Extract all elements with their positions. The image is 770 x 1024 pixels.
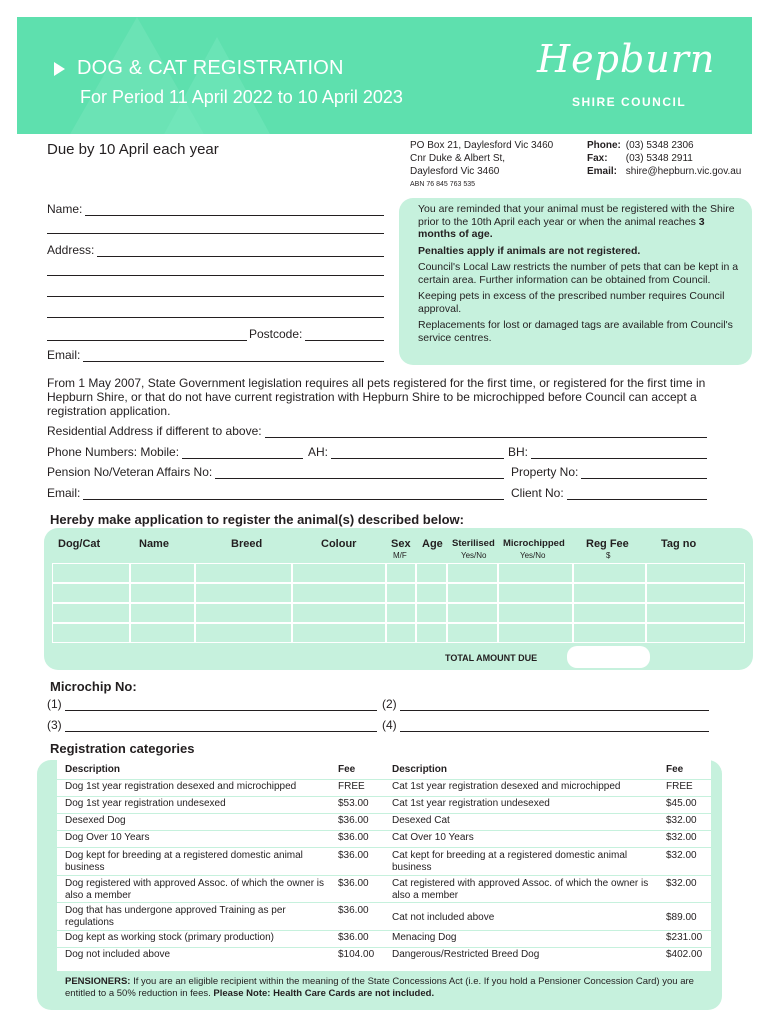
col-tag: Tag no — [661, 538, 697, 550]
form-title — [54, 57, 344, 80]
microchip-3-line[interactable] — [65, 720, 377, 732]
penalties-text — [418, 245, 740, 258]
address-field[interactable] — [47, 243, 384, 257]
animal-cell[interactable] — [195, 623, 292, 643]
name-label: Name: — [47, 202, 83, 216]
row-divider — [57, 830, 711, 831]
reminder-text — [418, 203, 740, 241]
total-amount-label: TOTAL AMOUNT DUE — [445, 653, 538, 663]
total-amount-input[interactable] — [567, 646, 650, 668]
dog-category-fee: $53.00 — [338, 798, 369, 809]
client-line[interactable] — [567, 488, 707, 500]
cat-category-fee: $32.00 — [666, 815, 697, 826]
play-arrow-icon — [54, 62, 65, 76]
animal-cell[interactable] — [573, 583, 646, 603]
residential-line[interactable] — [265, 426, 707, 438]
reminder-age: 3 months of age. — [418, 215, 705, 240]
email-2-label: Email: — [47, 486, 81, 500]
row-divider — [57, 813, 711, 814]
animal-cell[interactable] — [447, 583, 498, 603]
row-divider — [57, 947, 711, 948]
address-line: PO Box 21, Daylesford Vic 3460 — [410, 140, 554, 151]
microchip-4-field[interactable] — [382, 718, 709, 732]
mobile-field[interactable] — [47, 445, 303, 459]
ah-label: AH: — [308, 445, 329, 459]
pensioner-label: PENSIONERS: — [65, 976, 131, 987]
row-divider — [57, 930, 711, 931]
email-line[interactable] — [83, 350, 384, 362]
cat-category-fee: $32.00 — [666, 878, 697, 889]
residential-address-field[interactable] — [47, 424, 707, 438]
animal-cell[interactable] — [130, 603, 195, 623]
cat-category-desc: Cat kept for breeding at a registered domestic animal business — [392, 850, 628, 873]
dog-category-fee: $36.00 — [338, 850, 369, 861]
col-name: Name — [139, 538, 169, 550]
abn-number: ABN 76 845 763 535 — [410, 181, 475, 188]
address-line: Cnr Duke & Albert St, — [410, 153, 506, 164]
ah-line[interactable] — [331, 447, 504, 459]
cat-category-fee: FREE — [666, 781, 693, 792]
contact-label: Email: — [587, 166, 618, 177]
animal-cell[interactable] — [292, 623, 386, 643]
col-age: Age — [422, 538, 443, 550]
microchip-2-label: (2) — [382, 697, 397, 711]
microchip-2-field[interactable] — [382, 697, 709, 711]
animal-cell[interactable] — [416, 603, 447, 623]
name-line[interactable] — [85, 204, 384, 216]
council-address — [410, 139, 553, 191]
animal-cell[interactable] — [646, 623, 745, 643]
pension-field[interactable] — [47, 465, 504, 479]
cat-category-desc: Cat Over 10 Years — [392, 832, 474, 843]
animal-cell[interactable] — [52, 623, 130, 643]
postcode-field[interactable] — [47, 327, 384, 341]
contact-value: shire@hepburn.vic.gov.au — [625, 166, 742, 177]
contact-value: (03) 5348 2306 — [625, 140, 694, 151]
animal-cell[interactable] — [646, 563, 745, 583]
email-2-line[interactable] — [83, 488, 504, 500]
dog-category-desc: Dog 1st year registration desexed and microchipped — [65, 781, 297, 792]
property-field[interactable] — [511, 465, 707, 479]
animal-cell[interactable] — [130, 583, 195, 603]
animal-cell[interactable] — [195, 583, 292, 603]
col-sex-sub: M/F — [393, 551, 407, 560]
dog-category-desc: Dog kept as working stock (primary production) — [65, 932, 274, 943]
dog-category-fee: $36.00 — [338, 878, 369, 889]
dog-category-fee: $36.00 — [338, 832, 369, 843]
name-line-2[interactable] — [47, 233, 384, 234]
animal-cell[interactable] — [416, 563, 447, 583]
due-date: Due by 10 April each year — [47, 141, 219, 158]
col-sterilised: Sterilised — [452, 538, 495, 549]
mobile-label: Phone Numbers: Mobile: — [47, 445, 180, 459]
cat-category-fee: $231.00 — [666, 932, 703, 943]
form-period: For Period 11 April 2022 to 10 April 2023 — [80, 87, 403, 107]
property-label: Property No: — [511, 465, 579, 479]
dog-category-fee: $36.00 — [338, 932, 369, 943]
microchip-1-label: (1) — [47, 697, 62, 711]
microchip-1-line[interactable] — [65, 699, 377, 711]
cat-category-desc: Dangerous/Restricted Breed Dog — [392, 949, 540, 960]
animal-cell[interactable] — [292, 563, 386, 583]
col-regfee-sub: $ — [606, 551, 611, 560]
animal-cell[interactable] — [416, 583, 447, 603]
animal-cell[interactable] — [573, 603, 646, 623]
pension-line[interactable] — [215, 467, 504, 479]
cat-category-fee: $32.00 — [666, 850, 697, 861]
email-field[interactable] — [47, 348, 384, 362]
animal-cell[interactable] — [646, 603, 745, 623]
animal-cell[interactable] — [498, 563, 573, 583]
row-divider — [57, 779, 711, 780]
decor-triangle — [157, 37, 277, 134]
animal-cell[interactable] — [447, 563, 498, 583]
animal-cell[interactable] — [447, 623, 498, 643]
cat-category-desc: Cat 1st year registration undesexed — [392, 798, 550, 809]
row-divider — [57, 847, 711, 848]
microchip-3-label: (3) — [47, 718, 62, 732]
cat-desc-header: Description — [392, 764, 448, 775]
animal-cell[interactable] — [447, 603, 498, 623]
logo-subtitle: SHIRE COUNCIL — [572, 95, 687, 109]
microchip-notice: From 1 May 2007, State Government legislation requires all pets registered for the first time, or registered for the first time in Hepburn Shire, or that do not have current registration with Hepburn Shire to be microchipped before Council can accept a registration application. — [47, 376, 706, 418]
col-microchipped: Microchipped — [503, 538, 565, 549]
microchip-2-line[interactable] — [400, 699, 709, 711]
postcode-line[interactable] — [305, 329, 384, 341]
animal-cell[interactable] — [130, 563, 195, 583]
email-2-field[interactable] — [47, 486, 504, 500]
cat-fee-header: Fee — [666, 764, 684, 775]
contact-label: Phone: — [587, 140, 621, 151]
animal-cell[interactable] — [646, 583, 745, 603]
animal-cell[interactable] — [386, 583, 416, 603]
dog-category-desc: Dog that has undergone approved Training as per regulations — [65, 905, 286, 928]
animal-cell[interactable] — [386, 603, 416, 623]
animal-cell[interactable] — [498, 603, 573, 623]
form-title-text: DOG & CAT REGISTRATION — [77, 57, 344, 79]
reminder-panel — [399, 198, 752, 365]
address-line-input[interactable] — [97, 245, 384, 257]
address-line-4[interactable] — [47, 317, 384, 318]
cat-category-desc: Menacing Dog — [392, 932, 457, 943]
dog-category-fee: $36.00 — [338, 905, 369, 916]
replacement-tags-text: Replacements for lost or damaged tags are available from Council's service centres. — [418, 319, 733, 344]
property-line[interactable] — [581, 467, 707, 479]
address-line-3[interactable] — [47, 296, 384, 297]
reminder-text-a: You are reminded that your animal must be registered with the Shire prior to the 10th April each year or when the animal reaches — [418, 203, 735, 228]
col-microchipped-sub: Yes/No — [520, 551, 546, 560]
col-breed: Breed — [231, 538, 263, 550]
col-sex: Sex — [391, 538, 411, 550]
dog-category-desc: Desexed Dog — [65, 815, 126, 826]
animal-cell[interactable] — [52, 603, 130, 623]
address-line-2[interactable] — [47, 275, 384, 276]
dog-category-desc: Dog kept for breeding at a registered domestic animal business — [65, 850, 303, 873]
cat-category-fee: $89.00 — [666, 912, 697, 923]
animal-cell[interactable] — [195, 563, 292, 583]
council-contact — [587, 139, 741, 178]
cat-category-fee: $402.00 — [666, 949, 703, 960]
dog-category-fee: $36.00 — [338, 815, 369, 826]
pensioner-note — [65, 976, 715, 1000]
animal-cell[interactable] — [498, 583, 573, 603]
microchip-4-label: (4) — [382, 718, 397, 732]
animal-cell[interactable] — [52, 563, 130, 583]
postcode-label: Postcode: — [249, 327, 303, 341]
application-heading: Hereby make application to register the animal(s) described below: — [50, 512, 464, 527]
pensioner-text: If you are an eligible recipient within the meaning of the State Concessions Act (i.e. If you hold a Pensioner Concession Card) you are entitled to a 50% reduction in fees. — [65, 976, 694, 999]
animal-cell[interactable] — [498, 623, 573, 643]
cat-category-desc: Cat registered with approved Assoc. of which the owner is also a member — [392, 878, 649, 901]
residential-label: Residential Address if different to above: — [47, 424, 262, 438]
animal-cell[interactable] — [292, 583, 386, 603]
client-label: Client No: — [511, 486, 564, 500]
cat-category-fee: $32.00 — [666, 832, 697, 843]
excess-pets-text: Keeping pets in excess of the prescribed number requires Council approval. — [418, 290, 725, 315]
row-divider — [57, 902, 711, 903]
animal-cell[interactable] — [52, 583, 130, 603]
dog-category-fee: FREE — [338, 781, 365, 792]
dog-category-fee: $104.00 — [338, 949, 375, 960]
header-banner — [17, 17, 752, 134]
dog-desc-header: Description — [65, 764, 121, 775]
contact-fax — [587, 152, 741, 165]
registration-heading: Registration categories — [50, 741, 195, 756]
client-field[interactable] — [511, 486, 707, 500]
microchip-4-line[interactable] — [400, 720, 709, 732]
contact-phone — [587, 139, 741, 152]
animal-cell[interactable] — [416, 623, 447, 643]
cat-category-desc: Cat not included above — [392, 912, 495, 923]
bh-field[interactable] — [508, 445, 707, 459]
row-divider — [57, 796, 711, 797]
dog-category-desc: Dog not included above — [65, 949, 171, 960]
address-line: Daylesford Vic 3460 — [410, 166, 500, 177]
col-colour: Colour — [321, 538, 357, 550]
animal-cell[interactable] — [573, 563, 646, 583]
col-dogcat: Dog/Cat — [58, 538, 101, 550]
animal-cell[interactable] — [195, 603, 292, 623]
email-label: Email: — [47, 348, 81, 362]
dog-category-desc: Dog Over 10 Years — [65, 832, 150, 843]
council-logo — [532, 37, 737, 122]
name-field[interactable] — [47, 202, 384, 216]
penalties-bold: Penalties apply if animals are not registered. — [418, 244, 641, 257]
row-divider — [57, 875, 711, 876]
bh-line[interactable] — [531, 447, 707, 459]
postcode-prefix-line[interactable] — [47, 329, 247, 341]
cat-category-fee: $45.00 — [666, 798, 697, 809]
contact-email — [587, 165, 741, 178]
col-sterilised-sub: Yes/No — [461, 551, 487, 560]
animal-cell[interactable] — [386, 563, 416, 583]
animal-cell[interactable] — [130, 623, 195, 643]
microchip-heading: Microchip No: — [50, 679, 137, 694]
dog-category-desc: Dog 1st year registration undesexed — [65, 798, 226, 809]
dog-category-desc: Dog registered with approved Assoc. of which the owner is also a member — [65, 878, 325, 901]
animal-cell[interactable] — [573, 623, 646, 643]
contact-label: Fax: — [587, 153, 608, 164]
animal-cell[interactable] — [292, 603, 386, 623]
microchip-1-field[interactable] — [47, 697, 377, 711]
cat-category-desc: Cat 1st year registration desexed and microchipped — [392, 781, 621, 792]
pension-label: Pension No/Veteran Affairs No: — [47, 465, 213, 479]
contact-value: (03) 5348 2911 — [625, 153, 693, 164]
col-regfee: Reg Fee — [586, 538, 629, 550]
local-law-text: Council's Local Law restricts the number of pets that can be kept in a certain area. Further information can be obtained from Council. — [418, 261, 739, 286]
microchip-3-field[interactable] — [47, 718, 377, 732]
address-label: Address: — [47, 243, 95, 257]
animal-cell[interactable] — [386, 623, 416, 643]
logo-wordmark: Hepburn — [537, 37, 716, 81]
pensioner-health-note: Please Note: Health Care Cards are not included. — [213, 988, 435, 999]
ah-field[interactable] — [308, 445, 504, 459]
cat-category-desc: Desexed Cat — [392, 815, 450, 826]
dog-fee-header: Fee — [338, 764, 356, 775]
mobile-line[interactable] — [182, 447, 303, 459]
bh-label: BH: — [508, 445, 529, 459]
